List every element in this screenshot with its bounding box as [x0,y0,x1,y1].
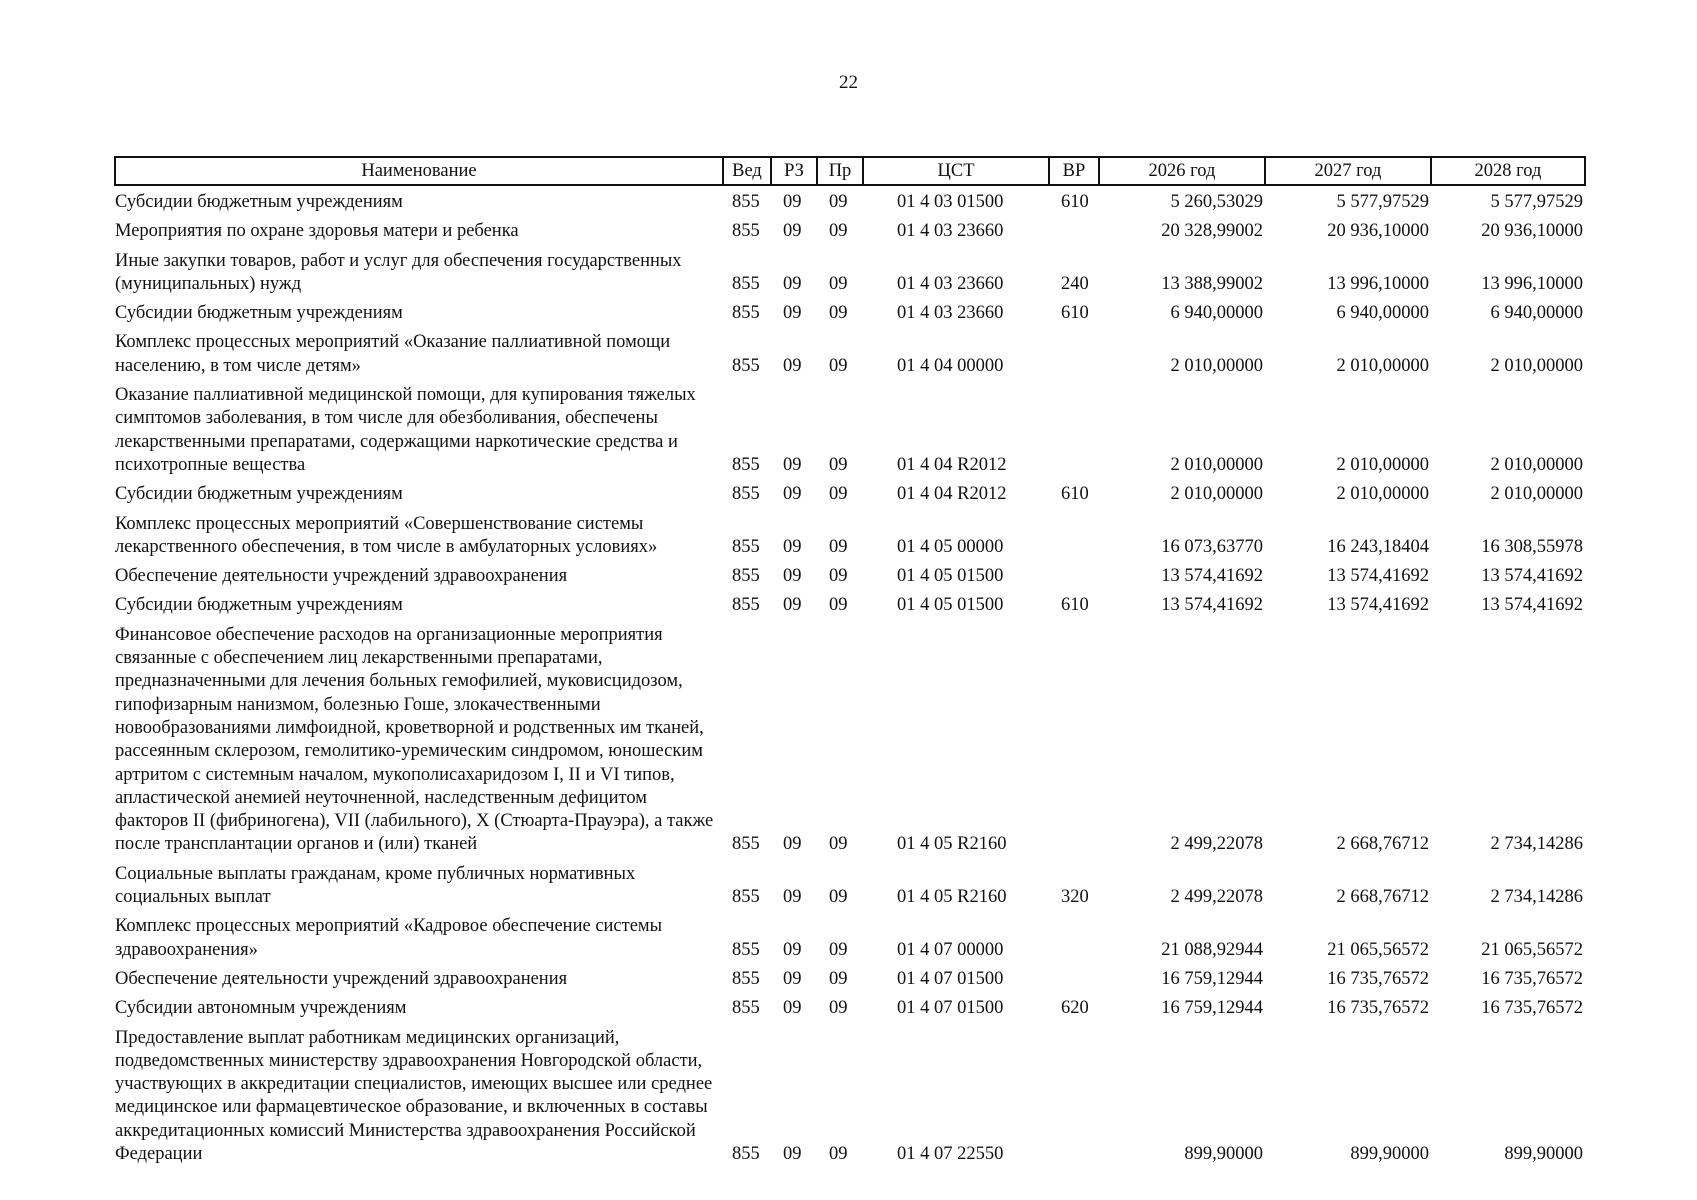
row-vr [1049,214,1099,243]
row-pr: 09 [829,566,848,587]
row-amount-2026: 20 328,99002 [1161,221,1263,242]
row-ved: 855 [732,303,760,324]
row-ved: 855 [732,192,760,212]
row-ved: 855 [732,566,760,587]
row-amount-2027: 13 574,41692 [1327,566,1429,587]
row-rz: 09 [783,355,802,376]
row-name: Финансовое обеспечение расходов на организационные мероприятия связанные с обеспечением лиц лекарственными препаратами, предназначенными для лечения больных гемофилией, муковисцидозом, гипофизарным нанизмом, болезнью Гоше, злокачественными новообразованиями лимфоидной, кроветворной и родственных им тканей, рассеянным склерозом, гемолитико-уремическим синдромом, юношеским артритом с системным началом, мукополисахаридозом I, II и VI типов, апластической анемией неуточненной, наследственным дефицитом факторов II (фибриногена), VII (лабильного), X (Стюарта-Прауэра), а также после трансплантации органов и (или) тканей [115,624,714,855]
header-rz: РЗ [771,157,817,185]
row-vr: 610 [1061,192,1089,212]
row-amount-2028: 2 010,00000 [1490,355,1583,376]
budget-table [114,156,1586,1166]
row-amount-2027: 2 010,00000 [1336,484,1429,505]
header-ved: Вед [723,157,771,185]
table-row [115,962,1585,991]
row-ved: 855 [732,454,760,475]
header-name: Наименование [115,157,723,185]
row-amount-2026: 899,90000 [1184,1143,1263,1164]
table-body [115,185,1585,1166]
table-row [115,991,1585,1020]
row-vr [1049,507,1099,560]
row-name: Субсидии бюджетным учреждениям [115,192,403,212]
row-name: Субсидии бюджетным учреждениям [115,303,403,324]
row-cst: 01 4 05 R2160 [897,887,1007,908]
row-name: Оказание паллиативной медицинской помощи, для купирования тяжелых симптомов заболевания, в том числе для обезболивания, обеспечены лекарственными препаратами, содержащими наркотические средства и психотропные вещества [115,385,696,475]
row-rz: 09 [783,834,802,855]
row-cst: 01 4 05 R2160 [897,834,1007,855]
row-pr: 09 [829,834,848,855]
row-amount-2027: 6 940,00000 [1336,303,1429,324]
row-pr: 09 [829,968,848,989]
row-amount-2026: 13 574,41692 [1161,595,1263,616]
row-cst: 01 4 04 R2012 [897,484,1007,505]
row-amount-2028: 5 577,97529 [1490,192,1583,212]
row-ved: 855 [732,939,760,960]
row-pr: 09 [829,887,848,908]
row-rz: 09 [783,536,802,557]
row-amount-2026: 6 940,00000 [1170,303,1263,324]
row-ved: 855 [732,887,760,908]
row-rz: 09 [783,221,802,242]
row-amount-2026: 13 388,99002 [1161,273,1263,294]
header-2026: 2026 год [1099,157,1265,185]
row-amount-2027: 16 243,18404 [1327,536,1429,557]
table-row [115,477,1585,506]
row-amount-2028: 13 574,41692 [1481,595,1583,616]
row-pr: 09 [829,595,848,616]
row-rz: 09 [783,303,802,324]
row-vr [1049,618,1099,857]
header-vr: ВР [1049,157,1099,185]
row-ved: 855 [732,998,760,1019]
row-cst: 01 4 04 R2012 [897,454,1007,475]
table-row [115,378,1585,477]
row-name: Предоставление выплат работникам медицинских организаций, подведомственных министерству здравоохранения Новгородской области, участвующих в аккредитации специалистов, имеющих высшее или среднее медицинское или фармацевтическое образование, и включенных в составы аккредитационных комиссий Министерства здравоохранения Российской Федерации [115,1027,713,1164]
row-amount-2028: 6 940,00000 [1490,303,1583,324]
row-name: Субсидии автономным учреждениям [115,998,407,1019]
row-rz: 09 [783,566,802,587]
row-rz: 09 [783,998,802,1019]
row-pr: 09 [829,192,848,212]
row-amount-2028: 2 734,14286 [1490,834,1583,855]
row-cst: 01 4 07 22550 [897,1143,1004,1164]
table-row [115,618,1585,857]
row-cst: 01 4 03 23660 [897,303,1004,324]
row-vr [1049,962,1099,991]
header-2027: 2027 год [1265,157,1431,185]
row-vr [1049,559,1099,588]
row-amount-2027: 13 996,10000 [1327,273,1429,294]
row-rz: 09 [783,968,802,989]
row-pr: 09 [829,273,848,294]
row-amount-2026: 2 010,00000 [1170,484,1263,505]
row-rz: 09 [783,1143,802,1164]
table-row [115,185,1585,214]
row-amount-2028: 20 936,10000 [1481,221,1583,242]
row-vr [1049,1021,1099,1167]
table-row [115,559,1585,588]
table-row [115,588,1585,617]
header-cst: ЦСТ [863,157,1049,185]
row-amount-2027: 2 010,00000 [1336,454,1429,475]
row-pr: 09 [829,221,848,242]
row-amount-2026: 16 759,12944 [1161,968,1263,989]
row-amount-2027: 16 735,76572 [1327,968,1429,989]
row-amount-2028: 16 735,76572 [1481,968,1583,989]
table-row [115,214,1585,243]
row-pr: 09 [829,303,848,324]
row-amount-2028: 13 574,41692 [1481,566,1583,587]
row-vr: 320 [1061,887,1089,908]
table-row [115,325,1585,378]
table-row [115,507,1585,560]
row-rz: 09 [783,939,802,960]
row-ved: 855 [732,536,760,557]
row-vr: 610 [1061,484,1089,505]
table-row [115,1021,1585,1167]
row-amount-2026: 13 574,41692 [1161,566,1263,587]
row-name: Иные закупки товаров, работ и услуг для обеспечения государственных (муниципальных) нужд [115,250,682,294]
row-cst: 01 4 05 00000 [897,536,1004,557]
row-vr: 610 [1061,303,1089,324]
page-number: 22 [839,72,858,93]
row-rz: 09 [783,595,802,616]
row-rz: 09 [783,273,802,294]
row-vr [1049,909,1099,962]
row-rz: 09 [783,454,802,475]
row-amount-2027: 5 577,97529 [1336,192,1429,212]
row-name: Субсидии бюджетным учреждениям [115,595,403,616]
table-row [115,909,1585,962]
row-vr: 240 [1061,273,1089,294]
row-ved: 855 [732,221,760,242]
row-amount-2027: 21 065,56572 [1327,939,1429,960]
row-cst: 01 4 07 01500 [897,998,1004,1019]
row-amount-2027: 13 574,41692 [1327,595,1429,616]
row-name: Обеспечение деятельности учреждений здравоохранения [115,566,568,587]
row-amount-2026: 2 499,22078 [1170,834,1263,855]
row-amount-2026: 2 010,00000 [1170,454,1263,475]
row-amount-2026: 16 073,63770 [1161,536,1263,557]
table-header-row [115,157,1585,185]
row-amount-2028: 21 065,56572 [1481,939,1583,960]
row-pr: 09 [829,536,848,557]
row-cst: 01 4 03 23660 [897,273,1004,294]
row-ved: 855 [732,273,760,294]
row-rz: 09 [783,192,802,212]
row-pr: 09 [829,1143,848,1164]
row-name: Субсидии бюджетным учреждениям [115,484,403,505]
row-amount-2027: 2 668,76712 [1336,834,1429,855]
row-amount-2028: 16 735,76572 [1481,998,1583,1019]
row-pr: 09 [829,484,848,505]
header-2028: 2028 год [1431,157,1585,185]
row-pr: 09 [829,355,848,376]
row-cst: 01 4 07 01500 [897,968,1004,989]
row-rz: 09 [783,484,802,505]
row-ved: 855 [732,968,760,989]
row-amount-2027: 16 735,76572 [1327,998,1429,1019]
row-vr: 620 [1061,998,1089,1019]
row-cst: 01 4 07 00000 [897,939,1004,960]
row-pr: 09 [829,454,848,475]
row-cst: 01 4 05 01500 [897,566,1004,587]
row-name: Мероприятия по охране здоровья матери и ребенка [115,221,519,242]
row-ved: 855 [732,595,760,616]
row-vr [1049,325,1099,378]
row-amount-2027: 2 010,00000 [1336,355,1429,376]
row-ved: 855 [732,355,760,376]
row-name: Обеспечение деятельности учреждений здравоохранения [115,968,568,989]
row-name: Комплекс процессных мероприятий «Кадровое обеспечение системы здравоохранения» [115,916,663,960]
row-amount-2027: 2 668,76712 [1336,887,1429,908]
row-cst: 01 4 04 00000 [897,355,1004,376]
row-amount-2027: 20 936,10000 [1327,221,1429,242]
row-amount-2026: 2 499,22078 [1170,887,1263,908]
table-row [115,857,1585,910]
row-amount-2028: 16 308,55978 [1481,536,1583,557]
row-ved: 855 [732,834,760,855]
row-vr [1049,378,1099,477]
table-row [115,244,1585,297]
row-amount-2026: 5 260,53029 [1170,192,1263,212]
row-rz: 09 [783,887,802,908]
row-ved: 855 [732,484,760,505]
row-name: Комплекс процессных мероприятий «Оказание паллиативной помощи населению, в том числе детям» [115,332,671,376]
row-amount-2028: 13 996,10000 [1481,273,1583,294]
table-row [115,296,1585,325]
row-cst: 01 4 03 23660 [897,221,1004,242]
row-name: Комплекс процессных мероприятий «Совершенствование системы лекарственного обеспечения, в том числе в амбулаторных условиях» [115,513,658,557]
row-amount-2026: 21 088,92944 [1161,939,1263,960]
row-cst: 01 4 03 01500 [897,192,1004,212]
row-cst: 01 4 05 01500 [897,595,1004,616]
row-amount-2028: 2 010,00000 [1490,454,1583,475]
row-amount-2027: 899,90000 [1350,1143,1429,1164]
row-name: Социальные выплаты гражданам, кроме публичных нормативных социальных выплат [115,863,636,908]
row-vr: 610 [1061,595,1089,616]
row-amount-2028: 899,90000 [1504,1143,1583,1164]
header-pr: Пр [817,157,863,185]
row-amount-2028: 2 734,14286 [1490,887,1583,908]
row-amount-2026: 2 010,00000 [1170,355,1263,376]
row-amount-2028: 2 010,00000 [1490,484,1583,505]
row-pr: 09 [829,939,848,960]
row-ved: 855 [732,1143,760,1164]
row-pr: 09 [829,998,848,1019]
row-amount-2026: 16 759,12944 [1161,998,1263,1019]
